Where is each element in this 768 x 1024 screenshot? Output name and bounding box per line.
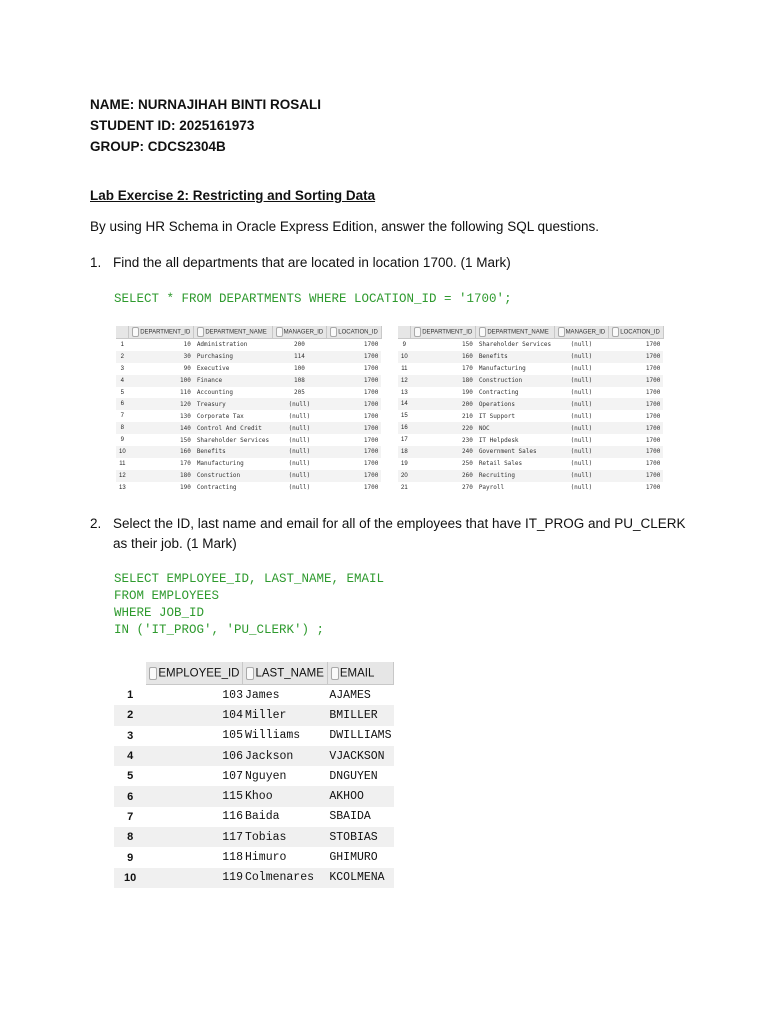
sort-icon [132,327,139,337]
table-cell[interactable]: 150 [461,341,473,349]
table-cell[interactable]: 270 [461,484,473,492]
student-header [90,94,321,157]
table-cell[interactable]: 1700 [645,365,661,373]
row-number: 9 [127,851,134,864]
table-cell[interactable]: DWILLIAMS [329,729,392,743]
table-row[interactable] [398,351,663,363]
row-number-header [398,326,411,339]
student-group: GROUP: CDCS2304B [90,139,226,154]
table-cell[interactable]: 1700 [609,375,664,387]
table-cell[interactable]: 1700 [609,470,664,482]
row-number: 15 [401,413,408,420]
table-row[interactable] [398,410,663,422]
column-header[interactable]: DEPARTMENT_NAME [476,326,554,339]
table-row[interactable] [398,434,663,446]
table-row[interactable] [114,868,394,888]
table-row[interactable] [114,726,394,746]
row-number: 18 [398,446,411,458]
table-row[interactable] [114,827,394,847]
table-row[interactable] [116,446,381,458]
table-cell[interactable]: 116 [222,810,243,824]
table-row[interactable] [114,786,394,806]
row-number: 6 [116,398,129,410]
table-cell[interactable]: Benefits [476,351,554,363]
table-cell[interactable]: 260 [411,470,476,482]
row-number: 12 [398,375,411,387]
table-cell[interactable]: GHIMURO [329,851,378,865]
sort-icon [149,667,157,680]
table-cell[interactable]: 1700 [363,389,379,396]
table-cell[interactable]: 1700 [327,422,382,434]
row-number: 5 [120,389,125,396]
table-row[interactable] [398,375,663,387]
employees-result-grid [114,662,394,888]
table-cell[interactable]: 1700 [363,412,379,420]
table-cell[interactable]: (null) [288,436,311,444]
row-number: 14 [398,398,411,410]
table-cell[interactable]: Government Sales [476,446,554,458]
table-cell[interactable]: 210 [461,412,473,420]
row-number: 7 [120,413,125,420]
table-cell[interactable]: (null) [272,422,327,434]
row-number: 11 [401,365,408,372]
row-number-header [114,662,146,685]
table-cell[interactable]: 104 [146,705,243,725]
table-cell[interactable]: DNGUYEN [329,769,378,783]
row-number: 2 [116,351,129,363]
table-cell[interactable]: Recruiting [476,470,554,482]
table-cell[interactable]: Shareholder Services [478,341,552,349]
table-cell[interactable]: (null) [570,341,593,349]
table-cell[interactable]: 114 [272,351,327,363]
table-cell[interactable]: Contracting [196,484,237,492]
table-cell[interactable]: 1700 [609,398,664,410]
table-row[interactable] [398,363,663,375]
table-cell[interactable]: 105 [222,729,243,743]
row-number: 13 [119,484,126,491]
table-cell[interactable]: 1700 [645,436,661,444]
table-cell[interactable]: Treasury [194,398,272,410]
row-number: 19 [401,460,408,467]
row-number-header [116,326,129,339]
table-cell[interactable]: 150 [179,436,191,444]
table-cell[interactable]: 170 [461,365,473,373]
row-number: 13 [401,389,408,396]
table-cell[interactable]: Accounting [196,389,233,396]
table-cell[interactable]: 1700 [327,446,382,458]
question-1-text: Find the all departments that are located in location 1700. (1 Mark) [113,255,511,270]
table-cell[interactable]: 110 [179,389,191,396]
table-cell[interactable]: 1700 [327,398,382,410]
table-cell[interactable]: 10 [183,341,191,349]
table-row[interactable] [116,398,381,410]
table-cell[interactable]: 1700 [327,375,382,387]
table-cell[interactable]: 1700 [363,484,379,492]
table-cell[interactable]: 130 [179,412,191,420]
table-cell[interactable]: (null) [288,460,311,468]
table-cell[interactable]: Executive [196,365,230,373]
table-cell[interactable]: 205 [293,389,305,396]
table-row[interactable] [116,387,381,399]
column-header[interactable]: LOCATION_ID [327,326,382,339]
table-cell[interactable]: (null) [554,398,609,410]
table-cell[interactable]: 90 [183,365,191,373]
row-number: 10 [114,868,146,888]
column-header[interactable]: MANAGER_ID [272,326,327,339]
table-row[interactable] [398,387,663,399]
table-cell[interactable]: 230 [461,436,473,444]
grid-header-row [114,662,394,685]
table-cell[interactable]: Administration [196,341,248,349]
table-cell[interactable]: 1700 [327,351,382,363]
row-number: 16 [398,422,411,434]
table-cell[interactable]: 200 [411,398,476,410]
row-number: 10 [398,351,411,363]
table-cell[interactable]: (null) [288,484,311,492]
table-cell[interactable]: Manufacturing [478,365,526,373]
table-cell[interactable]: (null) [570,412,593,420]
question-2-number: 2. [90,516,102,531]
column-header[interactable]: MANAGER_ID [554,326,609,339]
table-row[interactable] [398,470,663,482]
table-cell[interactable]: 118 [222,851,243,865]
table-cell[interactable]: Himuro [244,851,287,865]
table-cell[interactable]: 103 [222,688,243,702]
table-cell[interactable]: (null) [570,365,593,373]
table-cell[interactable]: (null) [570,484,593,492]
table-cell[interactable]: 100 [293,365,305,373]
table-cell[interactable]: 250 [461,460,473,468]
table-row[interactable] [398,446,663,458]
table-cell[interactable]: 1700 [645,460,661,468]
table-cell[interactable]: IT Support [478,412,515,420]
student-id: STUDENT ID: 2025161973 [90,118,255,133]
table-cell[interactable]: (null) [570,389,593,396]
table-cell[interactable]: Contracting [478,389,519,396]
table-row[interactable] [116,458,381,470]
table-row[interactable] [116,470,381,482]
sort-icon [197,327,204,337]
table-row[interactable] [398,339,663,351]
table-cell[interactable]: 1700 [363,436,379,444]
table-cell[interactable]: 240 [411,446,476,458]
table-cell[interactable]: Miller [243,705,327,725]
table-cell[interactable]: 117 [146,827,243,847]
column-header[interactable]: EMAIL [327,662,393,685]
table-cell[interactable]: 107 [222,769,243,783]
table-row[interactable] [116,434,381,446]
table-cell[interactable]: 1700 [609,351,664,363]
table-cell[interactable]: (null) [554,375,609,387]
table-cell[interactable]: BMILLER [327,705,393,725]
table-cell[interactable]: (null) [570,436,593,444]
row-number: 4 [114,746,146,766]
table-cell[interactable]: Baida [244,810,280,824]
table-cell[interactable]: 190 [179,484,191,492]
table-cell[interactable]: Operations [476,398,554,410]
table-cell[interactable]: (null) [570,460,593,468]
grid-header-row [116,326,381,339]
table-cell[interactable]: (null) [288,412,311,420]
table-cell[interactable]: (null) [554,446,609,458]
question-2-text: Select the ID, last name and email for all of the employees that have IT_PROG and PU_CLERK as their job. (1 Mark) [113,516,686,551]
row-number: 9 [120,437,125,444]
table-cell[interactable]: 106 [146,746,243,766]
table-cell[interactable]: 120 [129,398,194,410]
row-number: 3 [120,365,125,372]
table-cell[interactable]: Colmenares [243,868,327,888]
sort-icon [246,667,254,680]
table-cell[interactable]: Retail Sales [478,460,523,468]
table-row[interactable] [116,422,381,434]
grid-header-row [398,326,663,339]
student-name: NAME: NURNAJIHAH BINTI ROSALI [90,97,321,112]
table-cell[interactable]: Tobias [243,827,327,847]
table-cell[interactable]: Construction [194,470,272,482]
table-cell[interactable]: 170 [179,460,191,468]
sort-icon [276,327,283,337]
row-number: 12 [116,470,129,482]
table-cell[interactable]: 115 [146,786,243,806]
table-cell[interactable]: 1700 [645,484,661,492]
table-cell[interactable]: Williams [244,729,301,743]
row-number: 8 [114,827,146,847]
table-row[interactable] [114,847,394,867]
sort-icon [558,327,565,337]
table-cell[interactable]: (null) [272,470,327,482]
row-number: 17 [401,437,408,444]
row-number: 10 [116,446,129,458]
table-cell[interactable]: Payroll [478,484,505,492]
column-header[interactable]: DEPARTMENT_NAME [194,326,272,339]
row-number: 11 [119,460,126,467]
table-row[interactable] [116,375,381,387]
table-cell[interactable]: 1700 [609,422,664,434]
table-cell[interactable]: 1700 [609,446,664,458]
table-cell[interactable]: AJAMES [329,688,371,702]
sort-icon [479,327,486,337]
row-number: 3 [127,729,134,742]
table-cell[interactable]: 1700 [645,389,661,396]
table-cell[interactable]: 160 [411,351,476,363]
row-number: 9 [402,341,407,348]
row-number: 2 [114,705,146,725]
intro-text: By using HR Schema in Oracle Express Edition, answer the following SQL questions. [90,219,599,234]
table-row[interactable] [398,482,663,494]
table-cell[interactable]: 1700 [327,470,382,482]
table-row[interactable] [114,807,394,827]
table-cell[interactable]: 190 [461,389,473,396]
table-cell[interactable]: Nguyen [244,769,287,783]
row-number: 5 [127,770,134,783]
table-row[interactable] [114,685,394,706]
table-row[interactable] [114,705,394,725]
table-cell[interactable]: 100 [129,375,194,387]
column-header[interactable]: EMPLOYEE_ID [146,662,243,685]
table-row[interactable] [398,458,663,470]
question-2-sql: SELECT EMPLOYEE_ID, LAST_NAME, EMAIL FROM EMPLOYEES WHERE JOB_ID IN ('IT_PROG', 'PU_CLERK') ; [114,572,385,637]
table-cell[interactable]: (null) [272,398,327,410]
table-cell[interactable]: 220 [411,422,476,434]
table-row[interactable] [114,746,394,766]
table-cell[interactable]: 1700 [645,412,661,420]
table-cell[interactable]: VJACKSON [327,746,393,766]
table-row[interactable] [116,363,381,375]
table-cell[interactable]: Shareholder Services [196,436,270,444]
question-1-number: 1. [90,255,102,270]
column-header[interactable]: DEPARTMENT_ID [129,326,194,339]
table-cell[interactable]: Manufacturing [196,460,244,468]
lab-title: Lab Exercise 2: Restricting and Sorting Data [90,188,376,203]
table-row[interactable] [116,351,381,363]
table-cell[interactable]: Finance [194,375,272,387]
row-number: 8 [116,422,129,434]
row-number: 4 [116,375,129,387]
table-cell[interactable]: (null) [554,470,609,482]
table-cell[interactable]: 1700 [645,341,661,349]
sort-icon [331,667,339,680]
table-cell[interactable]: IT Helpdesk [478,436,519,444]
column-header[interactable]: LAST_NAME [243,662,327,685]
table-cell[interactable]: 30 [129,351,194,363]
table-cell[interactable]: AKHOO [327,786,393,806]
table-cell[interactable]: 200 [293,341,305,349]
table-cell[interactable]: SBAIDA [329,810,371,824]
column-header[interactable]: LOCATION_ID [609,326,664,339]
table-cell[interactable]: 1700 [363,341,379,349]
row-number: 7 [127,810,134,823]
table-row[interactable] [114,766,394,786]
table-cell[interactable]: Purchasing [194,351,272,363]
sort-icon [612,327,619,337]
row-number: 1 [127,688,134,701]
row-number: 21 [401,484,408,491]
table-cell[interactable]: Khoo [243,786,327,806]
table-cell[interactable]: 108 [272,375,327,387]
sort-icon [330,327,337,337]
column-header[interactable]: DEPARTMENT_ID [411,326,476,339]
table-cell[interactable]: KCOLMENA [327,868,393,888]
table-cell[interactable]: 140 [129,422,194,434]
row-number: 20 [398,470,411,482]
table-row[interactable] [116,339,381,351]
table-cell[interactable]: 1700 [363,365,379,373]
table-cell[interactable]: 160 [129,446,194,458]
table-cell[interactable]: (null) [554,422,609,434]
row-number: 1 [120,341,125,348]
table-cell[interactable]: 180 [129,470,194,482]
table-cell[interactable]: Control And Credit [194,422,272,434]
table-cell[interactable]: Benefits [194,446,272,458]
table-cell[interactable]: 119 [146,868,243,888]
row-number: 6 [114,786,146,806]
table-cell[interactable]: (null) [272,446,327,458]
table-cell[interactable]: Corporate Tax [196,412,244,420]
table-cell[interactable]: NOC [476,422,554,434]
table-row[interactable] [116,482,381,494]
table-row[interactable] [398,398,663,410]
table-cell[interactable]: 1700 [363,460,379,468]
table-row[interactable] [116,410,381,422]
table-cell[interactable]: (null) [554,351,609,363]
table-cell[interactable]: STOBIAS [327,827,393,847]
table-row[interactable] [398,422,663,434]
table-cell[interactable]: James [244,688,280,702]
table-cell[interactable]: Jackson [243,746,327,766]
departments-result-grid-right [398,326,664,494]
departments-result-grid-left [116,326,382,494]
table-cell[interactable]: Construction [476,375,554,387]
table-cell[interactable]: 180 [411,375,476,387]
sort-icon [414,327,421,337]
question-1-sql: SELECT * FROM DEPARTMENTS WHERE LOCATION_ID = '1700'; [114,292,512,306]
